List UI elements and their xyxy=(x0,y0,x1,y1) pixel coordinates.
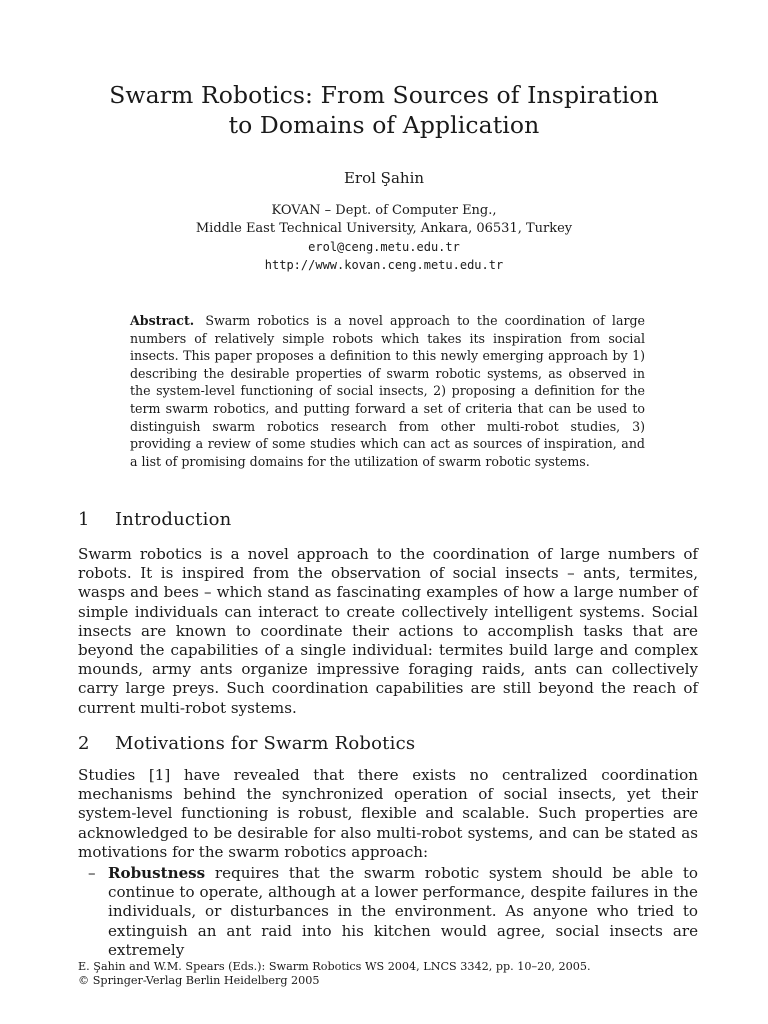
section-heading xyxy=(78,732,698,756)
bullet-body: requires that the swarm robotic system should be able to continue to operate, although at a lower performance, despite failures in the individuals, or disturbances in the environment. As anyone who tried to extinguish an ant raid into his kitchen would agree, social insects are extremely xyxy=(108,864,698,959)
abstract xyxy=(130,312,645,470)
section-paragraph: Swarm robotics is a novel approach to the coordination of large numbers of robots. It is inspired from the observation of social insects – ants, termites, wasps and bees – which stand as fascinating examples of how a large number of simple individuals can interact to create collectively intelligent systems. Social insects are known to coordinate their actions to accomplish tasks that are beyond the capabilities of a single individual: termites build large and complex mounds, army ants organize impressive foraging raids, ants can collectively carry large preys. Such coordination capabilities are still beyond the reach of current multi-robot systems. xyxy=(78,545,698,717)
abstract-text: Swarm robotics is a novel approach to the coordination of large numbers of relatively simple robots which takes its inspiration from social insects. This paper proposes a definition to this newly emerging approach by 1) describing the desirable properties of swarm robotic systems, as observed in the system-level functioning of social insects, 2) proposing a definition for the term swarm robotics, and putting forward a set of criteria that can be used to distinguish swarm robotics research from other multi-robot studies, 3) providing a review of some studies which can act as sources of inspiration, and a list of promising domains for the utilization of swarm robotic systems. xyxy=(130,313,645,469)
title-line-1: Swarm Robotics: From Sources of Inspiration xyxy=(109,81,659,109)
section-introduction xyxy=(78,508,698,718)
abstract-label: Abstract. xyxy=(130,313,195,328)
footer-citation: E. Şahin and W.M. Spears (Eds.): Swarm Robotics WS 2004, LNCS 3342, pp. 10–20, 2005. xyxy=(78,960,591,973)
section-heading xyxy=(78,508,698,532)
bullet-dash: – xyxy=(88,864,96,882)
bullet-item-robustness xyxy=(88,864,698,960)
title-line-2: to Domains of Application xyxy=(228,111,540,139)
affiliation-block xyxy=(0,202,768,274)
page-footer xyxy=(78,960,698,988)
affiliation-university: Middle East Technical University, Ankara, 06531, Turkey xyxy=(195,221,573,236)
section-number: 1 xyxy=(78,509,90,530)
section-number: 2 xyxy=(78,733,90,754)
bullet-text xyxy=(108,864,698,960)
author-name: Erol Şahin xyxy=(343,169,425,187)
section-paragraph: Studies [1] have revealed that there exists no centralized coordination mechanisms behind the synchronized operation of social insects, yet their system-level functioning is robust, flexible and scalable. Such properties are acknowledged to be desirable for also multi-robot systems, and can be stated as motivations for the swarm robotics approach: xyxy=(78,766,698,861)
author-email: erol@ceng.metu.edu.tr xyxy=(308,240,460,254)
paper-title xyxy=(60,80,708,140)
section-title: Introduction xyxy=(115,509,232,530)
affiliation-dept: KOVAN – Dept. of Computer Eng., xyxy=(271,203,497,218)
section-title: Motivations for Swarm Robotics xyxy=(115,733,416,754)
footer-copyright: © Springer-Verlag Berlin Heidelberg 2005 xyxy=(78,974,320,987)
bullet-term: Robustness xyxy=(108,864,206,882)
author-url: http://www.kovan.ceng.metu.edu.tr xyxy=(264,258,504,272)
section-motivations xyxy=(78,732,698,862)
